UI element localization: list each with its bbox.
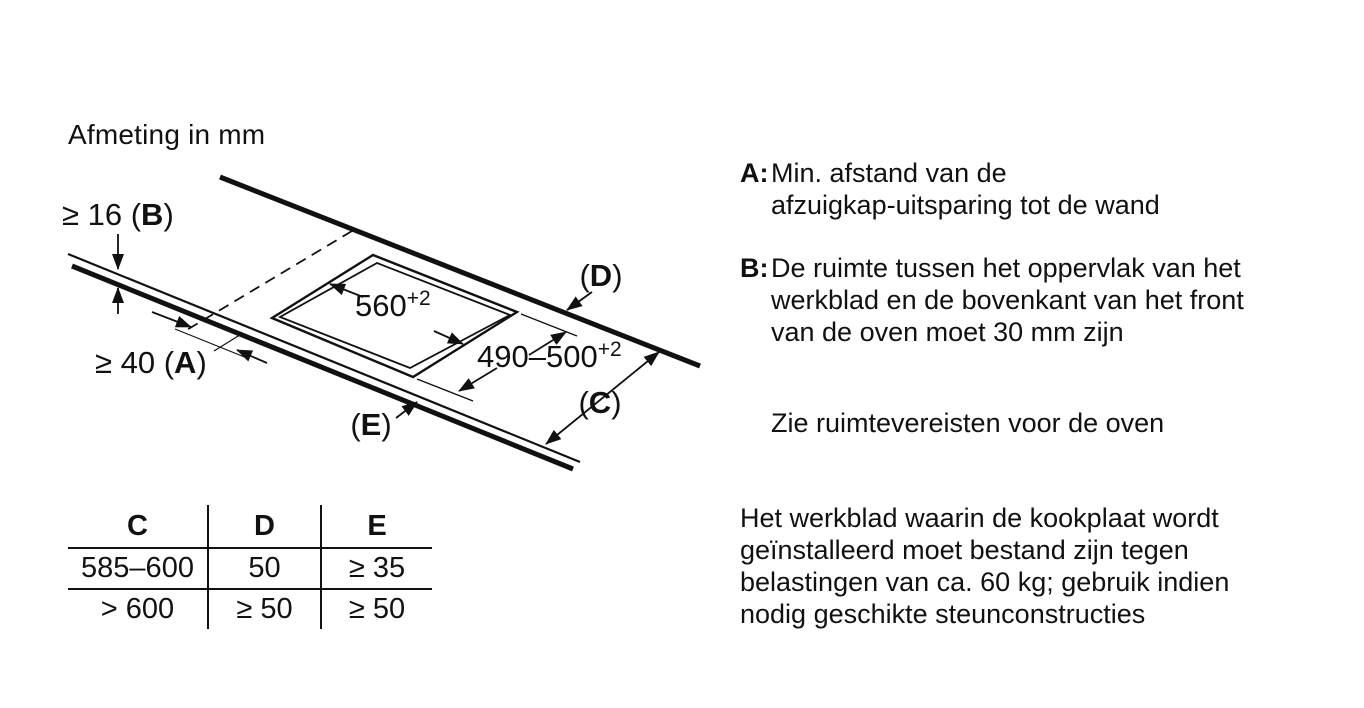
notes-column xyxy=(740,157,1340,630)
dimensions-table xyxy=(68,505,432,629)
table-header-c: C xyxy=(68,505,208,548)
dim-b-label: ≥ 16 (B) xyxy=(62,197,174,232)
cutout-depth-label: $490-500^{+2}$ xyxy=(477,338,622,374)
note-line: Zie ruimtevereisten voor de oven xyxy=(771,408,1165,438)
note-line: van de oven moet 30 mm zijn xyxy=(771,317,1124,347)
label-d-arrow xyxy=(567,292,592,310)
table-header-e: E xyxy=(321,505,432,548)
label-e-arrow xyxy=(396,402,417,418)
note-line: A: Min. afstand van de xyxy=(740,158,1007,188)
label-c: (C) xyxy=(578,385,622,420)
dim-a-arrow-left xyxy=(237,350,267,363)
note-a-label: A: xyxy=(740,158,769,188)
table-header-d: D xyxy=(208,505,321,548)
note-line: Het werkblad waarin de kookplaat wordt xyxy=(740,503,1219,533)
table-row xyxy=(68,589,432,629)
table-row xyxy=(68,548,432,589)
table-cell-e1: ≥ 35 xyxy=(321,548,432,589)
table-cell-d2: ≥ 50 xyxy=(208,589,321,629)
table-cell-e2: ≥ 50 xyxy=(348,593,406,625)
cutout-width-label: $560^{+2}$ xyxy=(355,287,431,323)
label-e: (E) xyxy=(350,407,392,442)
note-line: afzuigkap-uitsparing tot de wand xyxy=(771,190,1160,220)
note-line: belastingen van ca. 60 kg; gebruik indien xyxy=(740,567,1230,597)
table-cell-d1: 50 xyxy=(208,548,321,589)
note-b-label: B: xyxy=(740,253,769,283)
dim-a-extension-2 xyxy=(214,333,243,351)
installation-diagram xyxy=(0,0,740,500)
table-cell-c1: 585–600 xyxy=(68,548,208,589)
cutout-depth-extension-top xyxy=(521,314,577,336)
note-line: geïnstalleerd moet bestand zijn tegen xyxy=(740,535,1189,565)
note-a xyxy=(740,157,1340,221)
note-line: werkblad en de bovenkant van het front xyxy=(771,285,1244,315)
note-line: B: De ruimte tussen het oppervlak van het xyxy=(740,253,1241,283)
cutout-depth-extension-bottom xyxy=(417,379,473,401)
page-title: Afmeting in mm xyxy=(68,119,266,150)
dim-a-label: ≥ 40 (A) xyxy=(95,345,207,380)
note-worktop-load xyxy=(740,502,1340,630)
note-line: nodig geschikte steunconstructies xyxy=(740,599,1146,629)
note-b xyxy=(740,252,1340,348)
label-d: (D) xyxy=(579,258,623,293)
table-cell-c2: > 600 xyxy=(68,589,208,629)
note-space-requirements xyxy=(740,407,1340,439)
